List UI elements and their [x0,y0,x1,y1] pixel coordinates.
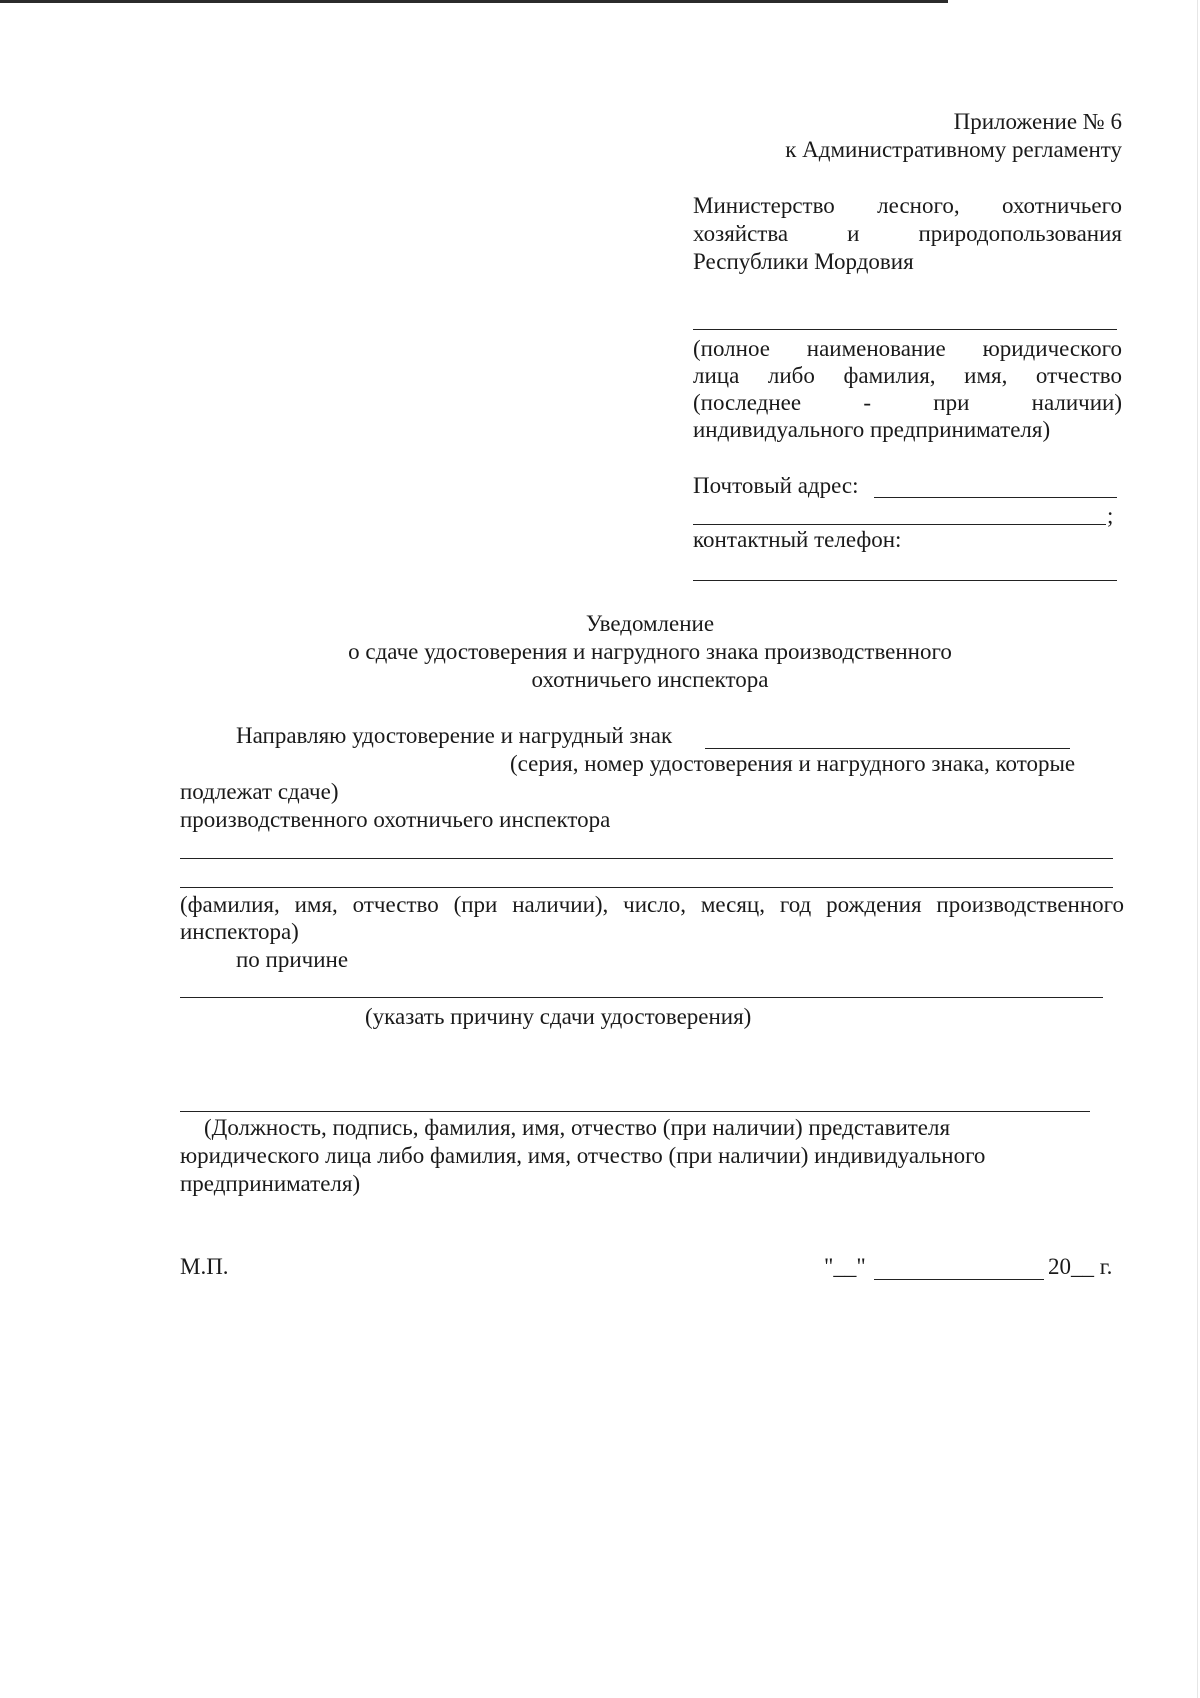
fio-caption-line-1: (фамилия, имя, отчество (при наличии), число, месяц, год рождения производственного [180,892,1124,917]
regulation-reference: к Административному регламенту [785,137,1122,162]
series-number-field[interactable] [705,748,1070,749]
date-day-field[interactable]: "__" [824,1254,866,1279]
phone-field[interactable] [693,580,1117,581]
document-subtitle-line-2: охотничьего инспектора [531,667,769,692]
signature-caption-line-1: (Должность, подпись, фамилия, имя, отчество (при наличии) представителя [204,1115,951,1140]
addressee-line-3: Республики Мордовия [693,249,914,274]
reason-field[interactable] [180,997,1103,998]
scan-edge-right [1197,0,1198,1698]
inspector-text: производственного охотничьего инспектора [180,807,611,832]
reason-caption: (указать причину сдачи удостоверения) [365,1004,752,1029]
document-title: Уведомление [585,611,715,636]
addressee-line-2: хозяйства и природопользования [693,221,1122,246]
reason-label: по причине [236,947,349,972]
stamp-placeholder: М.П. [180,1254,229,1279]
document-subtitle-line-1: о сдаче удостоверения и нагрудного знака производственного [348,639,952,664]
series-hint-part-1: (серия, номер удостоверения и нагрудного знака, которые [510,751,1076,776]
send-text: Направляю удостоверение и нагрудный знак [236,723,673,748]
series-hint-part-2: подлежат сдаче) [180,779,339,804]
signature-caption-line-2: юридического лица либо фамилия, имя, отчество (при наличии) индивидуального [180,1143,986,1168]
signature-field[interactable] [180,1111,1090,1112]
postal-address-label: Почтовый адрес: [693,473,859,498]
postal-address-field-2[interactable] [693,524,1106,525]
applicant-name-field[interactable] [693,329,1117,330]
inspector-fio-field-1[interactable] [180,858,1113,859]
applicant-caption-line-4: индивидуального предпринимателя) [693,417,1051,442]
date-month-field[interactable] [874,1279,1044,1280]
postal-address-semicolon: ; [1107,503,1114,528]
addressee-line-1: Министерство лесного, охотничьего [693,193,1122,218]
postal-address-field[interactable] [874,497,1117,498]
inspector-fio-field-2[interactable] [180,887,1113,888]
date-year-field[interactable]: 20__ г. [1048,1254,1113,1279]
applicant-caption-line-2: лица либо фамилия, имя, отчество [693,363,1122,388]
applicant-caption-line-3: (последнее - при наличии) [693,390,1122,415]
scan-edge-top [0,0,948,3]
applicant-caption-line-1: (полное наименование юридического [693,336,1122,361]
signature-caption-line-3: предпринимателя) [180,1171,361,1196]
fio-caption-line-2: инспектора) [180,919,299,944]
phone-label: контактный телефон: [693,527,902,552]
appendix-number: Приложение № 6 [953,109,1122,134]
